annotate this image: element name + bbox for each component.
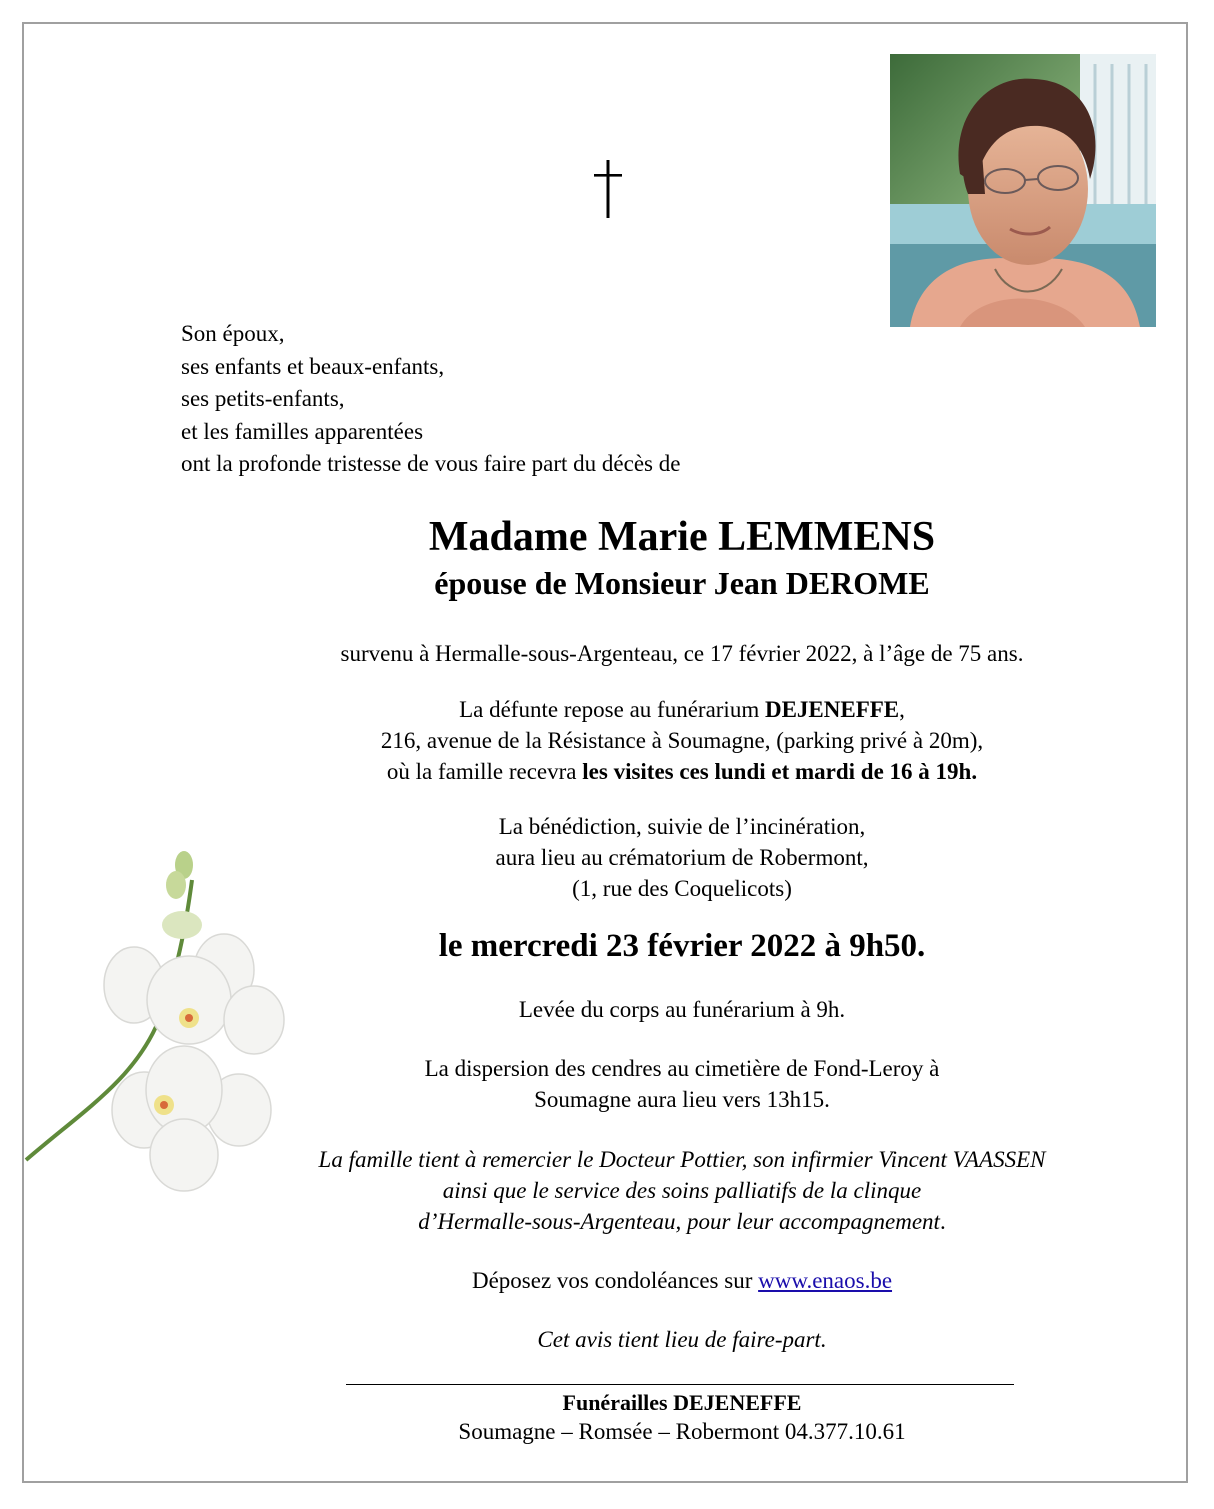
orchid-illustration [24,840,324,1200]
ceremony-line: aura lieu au crématorium de Robermont, [495,845,869,870]
cross-icon [590,160,626,218]
portrait-photo [890,54,1156,327]
ash-dispersion [200,1053,1164,1115]
family-announcement [181,318,680,481]
family-thanks [200,1144,1164,1237]
condolences-link[interactable]: www.enaos.be [758,1268,893,1293]
ceremony-date: le mercredi 23 février 2022 à 9h50. [438,928,926,964]
family-line: ses enfants et beaux-enfants, [181,353,445,379]
family-line: Son époux, [181,321,285,346]
family-line: et les familles apparentées [181,418,424,444]
thanks-line: d’Hermalle-sous-Argenteau, pour leur accompagnement. [418,1209,946,1234]
funeral-company: Funérailles DEJENEFFE [562,1390,802,1415]
dispersion-line: Soumagne aura lieu vers 13h15. [534,1087,830,1112]
spouse-line: épouse de Monsieur Jean DEROME [434,565,930,601]
thanks-line: ainsi que le service des soins palliatifs de la clinque [442,1178,922,1203]
dispersion-line: La dispersion des cendres au cimetière de Fond-Leroy à [424,1056,940,1081]
family-line: ont la profonde tristesse de vous faire part du décès de [181,451,681,476]
visiting-hours: les visites ces lundi et mardi de 16 à 19h. [582,759,978,784]
family-line: ses petits-enfants, [181,386,345,411]
resting-line-2: 216, avenue de la Résistance à Soumagne, (parking privé à 20m), [380,728,984,753]
funeral-home-name: DEJENEFFE [764,697,900,722]
resting-place [200,694,1164,787]
resting-line-1: La défunte repose au funérarium DEJENEFFE, [459,697,905,722]
notice-text: Cet avis tient lieu de faire-part. [537,1327,827,1352]
ceremony-details [200,811,1164,904]
resting-line-3: où la famille recevra les visites ces lundi et mardi de 16 à 19h. [386,759,978,784]
condolences: Déposez vos condoléances sur www.enaos.be [471,1268,893,1293]
ceremony-line: La bénédiction, suivie de l’incinération, [498,814,866,839]
deceased-name: Madame Marie LEMMENS [428,514,936,560]
ceremony-line: (1, rue des Coquelicots) [572,876,792,901]
footer-divider [346,1384,1014,1385]
funeral-locations: Soumagne – Romsée – Robermont 04.377.10.61 [458,1419,906,1444]
thanks-line: La famille tient à remercier le Docteur Pottier, son infirmier Vincent VAASSEN [318,1147,1046,1172]
levee-du-corps: Levée du corps au funérarium à 9h. [518,997,846,1022]
death-details: survenu à Hermalle-sous-Argenteau, ce 17 février 2022, à l’âge de 75 ans. [340,641,1024,666]
